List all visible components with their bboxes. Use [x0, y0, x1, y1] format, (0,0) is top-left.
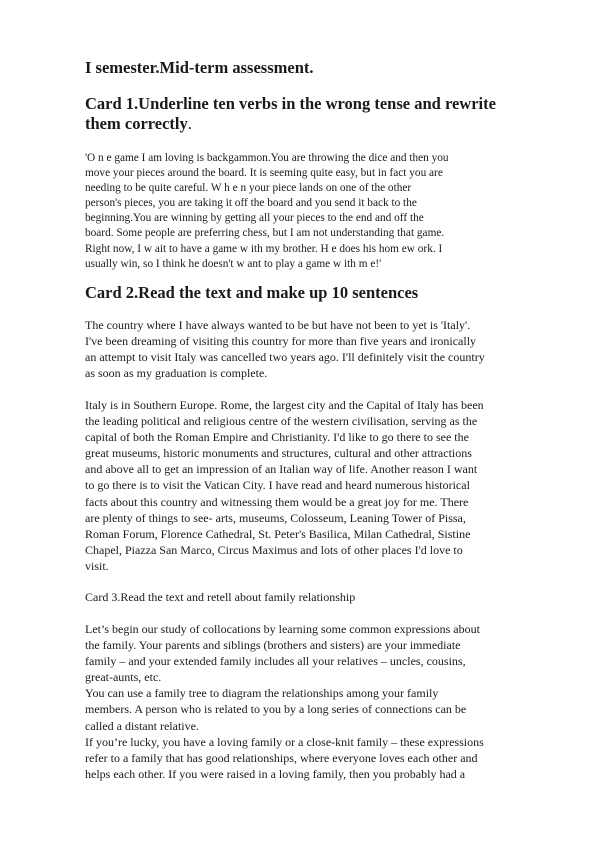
card1-heading-period: . [187, 114, 192, 133]
card2-p1-line: as soon as my graduation is complete. [85, 366, 268, 381]
card3-line: refer to a family that has good relationships, where everyone loves each other and [85, 750, 478, 765]
card2-p1-line: The country where I have always wanted to be but have not been to yet is 'Italy'. [85, 318, 471, 332]
card2-paragraph-1 [85, 317, 555, 381]
card2-p2-line: visit. [85, 558, 109, 573]
card1-line: board. Some people are preferring chess, but I am not understanding that game. [85, 227, 445, 240]
card1-line: beginning.You are winning by getting all your pieces to the end and off the [85, 212, 424, 225]
card3-line: the family. Your parents and siblings (brothers and sisters) are your immediate [85, 638, 461, 653]
card1-line: Right now, I w ait to have a game w ith my brother. H e does his hom ew ork. I [85, 242, 443, 255]
card2-p1-line: I've been dreaming of visiting this country for more than five years and ironically [85, 334, 477, 349]
card2-p2-line: great museums, historic monuments and structures, cultural and other attractions [85, 446, 472, 461]
card3-heading: Card 3.Read the text and retell about family relationship [85, 590, 356, 604]
card1-exercise-text [85, 151, 555, 272]
card3-line: helps each other. If you were raised in a loving family, then you probably had a [85, 766, 466, 781]
card1-heading-line1: Card 1.Underline ten verbs in the wrong tense and rewrite [85, 94, 496, 113]
card1-line: usually win, so I think he doesn't w ant to play a game w ith m e!' [85, 257, 382, 270]
card2-p2-line: are plenty of things to see- arts, museums, Colosseum, Leaning Tower of Pissa, [85, 510, 466, 525]
card3-line: Let’s begin our study of collocations by learning some common expressions about [85, 622, 480, 636]
card3-line: family – and your extended family includes all your relatives – uncles, cousins, [85, 654, 466, 669]
card2-p2-line: capital of both the Roman Empire and Christianity. I'd like to go there to see the [85, 430, 469, 445]
card2-p2-line: Chapel, Piazza San Marco, Circus Maximus and lots of other places I'd love to [85, 542, 463, 557]
document-title: I semester.Mid-term assessment. [85, 58, 314, 77]
card2-p1-line: an attempt to visit Italy was cancelled two years ago. I'll definitely visit the country [85, 350, 485, 365]
card1-heading-line2-text: them correctly [85, 114, 188, 133]
card1-heading [85, 94, 555, 134]
card1-line: move your pieces around the board. It is seeming quite easy, but in fact you are [85, 167, 443, 180]
card1-line: needing to be quite careful. W h e n your piece lands on one of the other [85, 182, 412, 195]
card2-p2-line: Italy is in Southern Europe. Rome, the largest city and the Capital of Italy has been [85, 398, 484, 412]
card3-line: members. A person who is related to you by a long series of connections can be [85, 702, 467, 717]
card3-line: called a distant relative. [85, 718, 199, 733]
card1-heading-line2 [85, 114, 555, 134]
card2-p2-line: to go there is to visit the Vatican City. I have read and heard numerous historical [85, 478, 470, 493]
card1-line: person's pieces, you are taking it off the board and you send it back to the [85, 197, 417, 210]
card1-line: 'O n e game I am loving is backgammon.You are throwing the dice and then you [85, 152, 449, 164]
card2-p2-line: Roman Forum, Florence Cathedral, St. Peter's Basilica, Milan Cathedral, Sistine [85, 526, 471, 541]
card3-line: If you’re lucky, you have a loving family or a close-knit family – these expressions [85, 734, 484, 749]
card2-p2-line: the leading political and religious centre of the western civilisation, serving as the [85, 414, 478, 429]
card2-paragraph-2 [85, 397, 555, 574]
card3-text [85, 621, 555, 782]
card3-line: You can use a family tree to diagram the relationships among your family [85, 686, 439, 701]
card2-heading: Card 2.Read the text and make up 10 sentences [85, 283, 419, 302]
card2-p2-line: and above all to get an impression of an Italian way of life. Another reason I want [85, 462, 478, 477]
card2-p2-line: facts about this country and witnessing them would be a great joy for me. There [85, 494, 469, 509]
card3-line: great-aunts, etc. [85, 670, 162, 685]
